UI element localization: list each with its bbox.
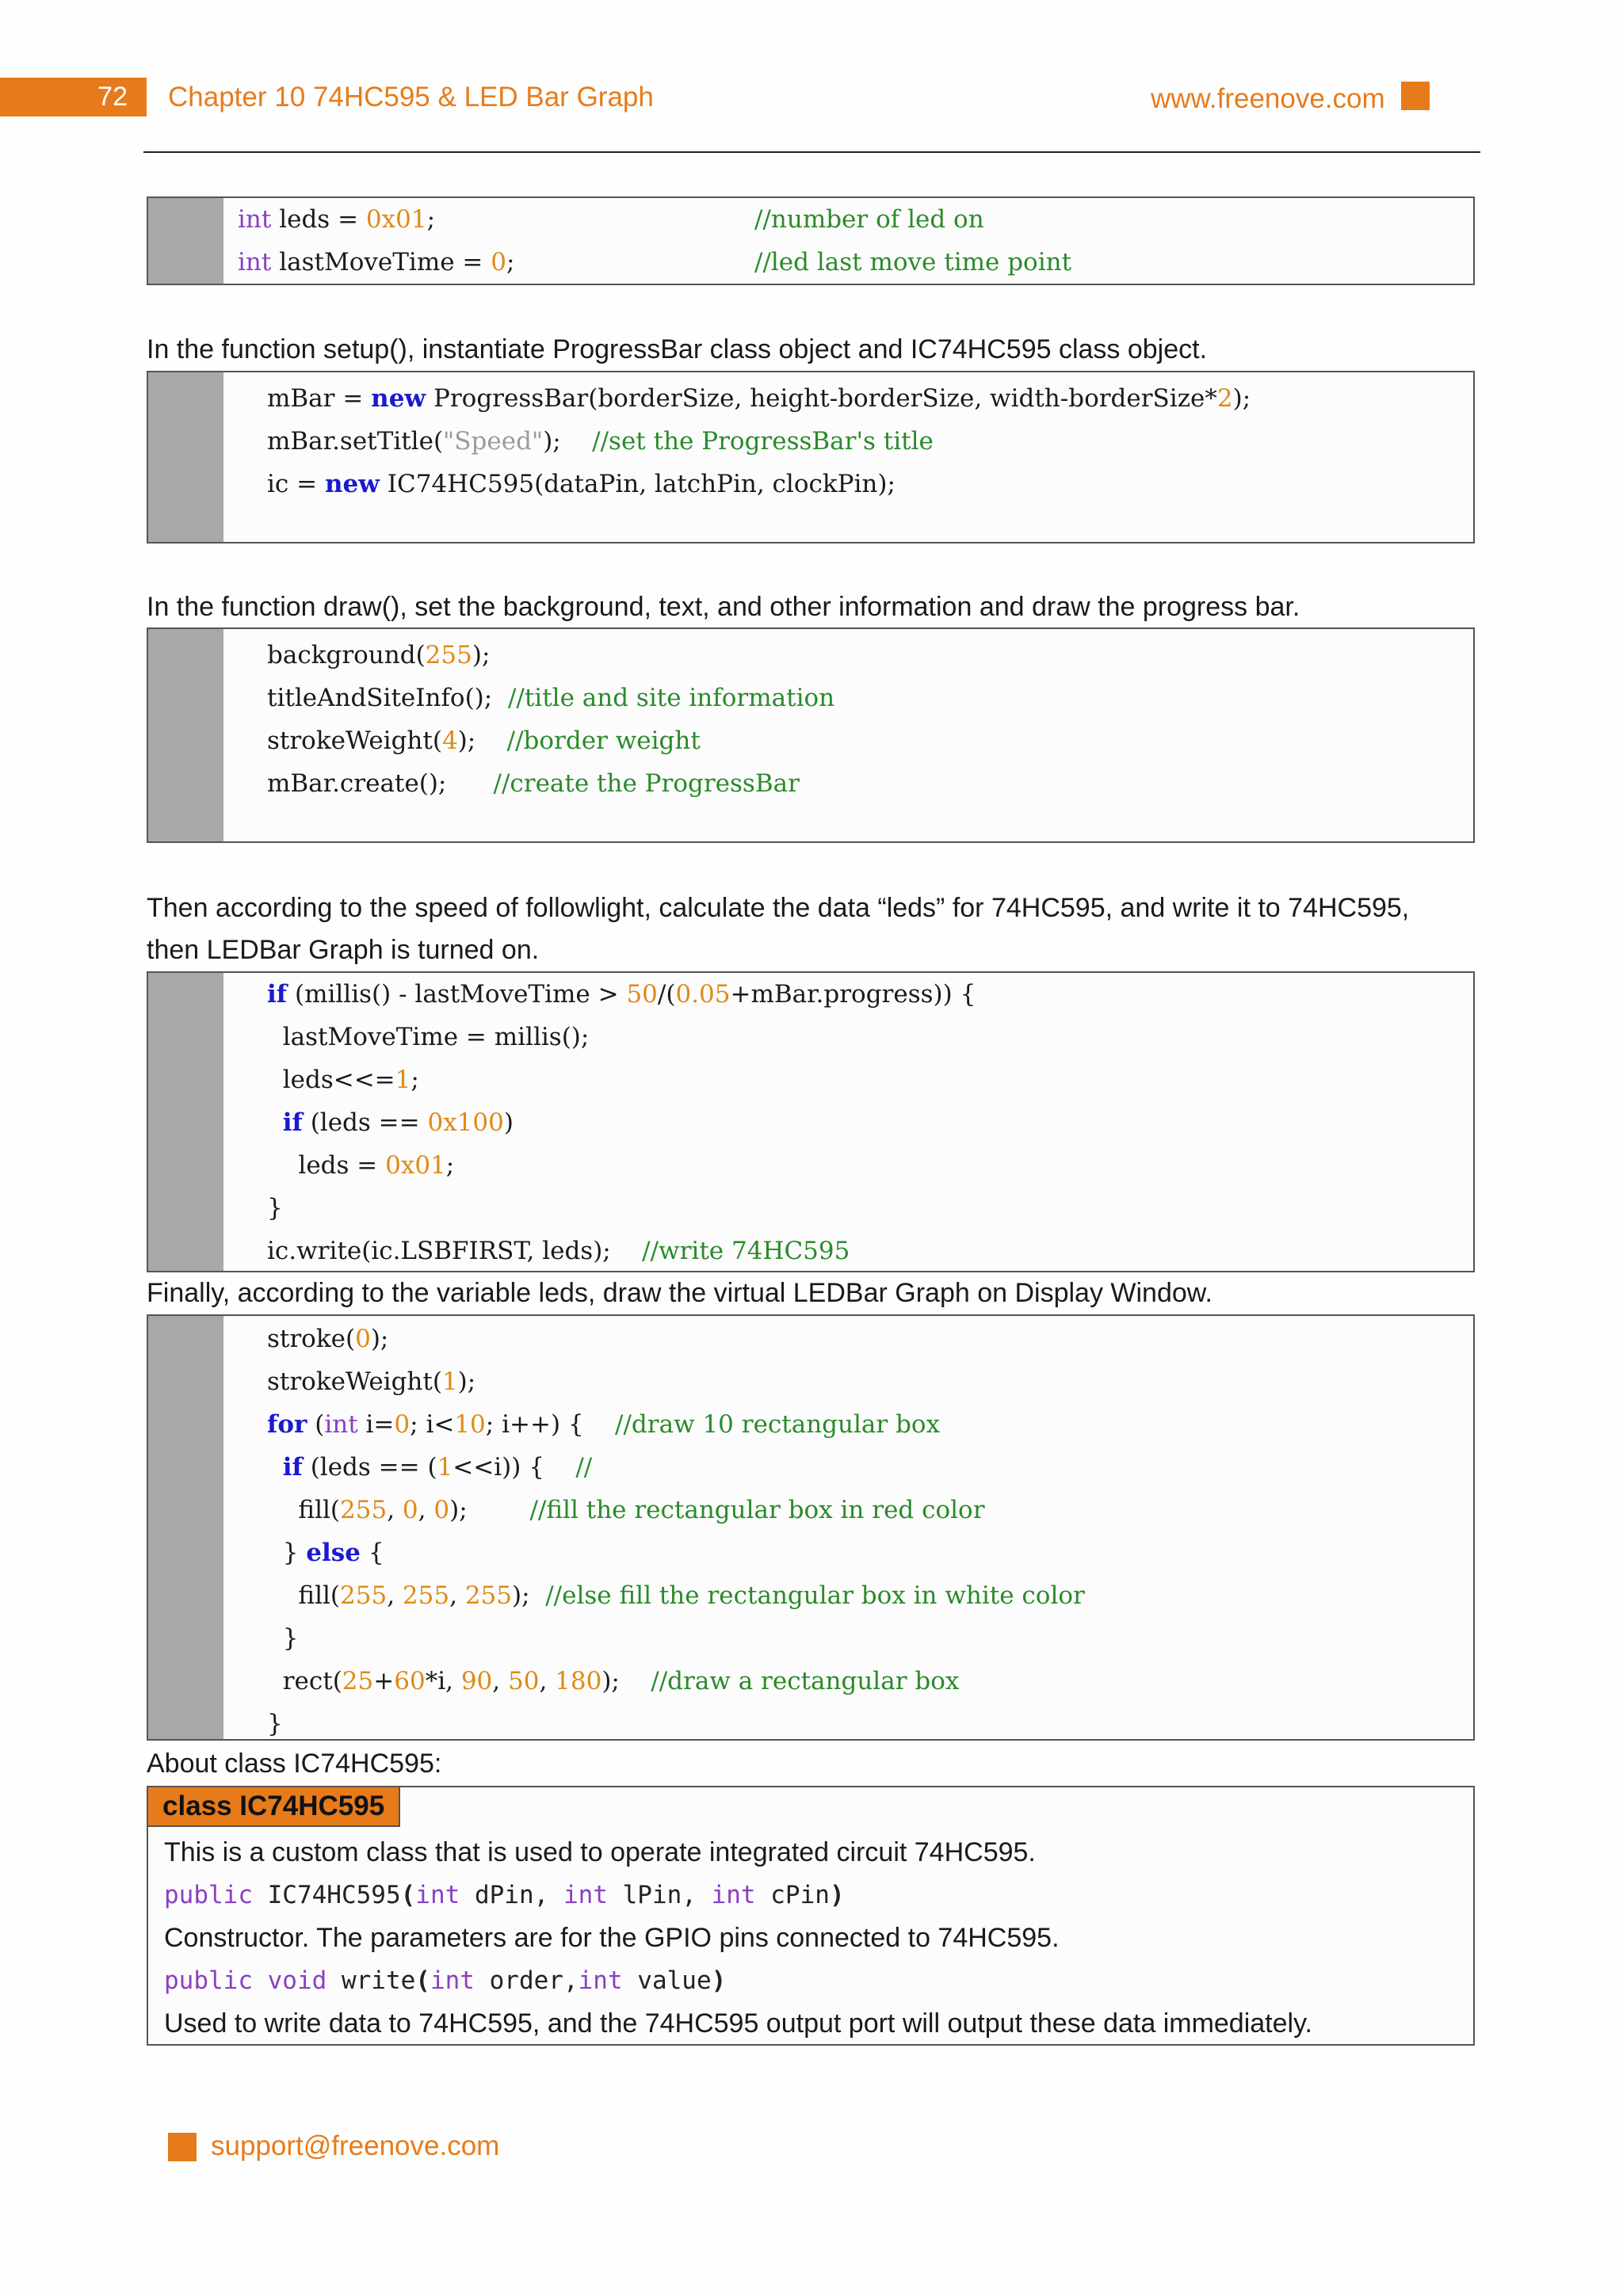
code-line: background(255); — [267, 641, 491, 669]
code-line: stroke(0); — [267, 1325, 389, 1353]
code-block-draw — [147, 627, 1475, 843]
class-title: class IC74HC595 — [148, 1787, 400, 1827]
code-gutter — [148, 973, 223, 1271]
code-gutter — [148, 629, 223, 841]
code-block-variables — [147, 196, 1475, 285]
code-line: titleAndSiteInfo(); //title and site information — [267, 684, 835, 712]
write-signature: public void write(int order,int value) — [164, 1966, 727, 1995]
support-email[interactable]: support@freenove.com — [211, 2130, 500, 2161]
class-reference-box — [147, 1786, 1475, 2046]
footer-square-icon — [168, 2133, 197, 2161]
header-square-icon — [1401, 82, 1430, 110]
code-line: if (millis() - lastMoveTime > 50/(0.05+mBar.progress)) { — [267, 980, 976, 1009]
code-line: } — [267, 1624, 299, 1653]
code-gutter — [148, 372, 223, 542]
constructor-description: Constructor. The parameters are for the GPIO pins connected to 74HC595. — [164, 1923, 1060, 1953]
site-url[interactable]: www.freenove.com — [1151, 83, 1385, 114]
code-block-setup — [147, 371, 1475, 543]
code-line: mBar.create(); //create the ProgressBar — [267, 769, 800, 798]
write-description: Used to write data to 74HC595, and the 74HC595 output port will output these data immediately. — [164, 2008, 1313, 2039]
code-line: if (leds == 0x100) — [282, 1108, 514, 1137]
code-line: } — [267, 1710, 283, 1738]
paragraph-setup: In the function setup(), instantiate ProgressBar class object and IC74HC595 class object. — [147, 334, 1208, 364]
code-line: ic.write(ic.LSBFIRST, leds); //write 74HC595 — [267, 1237, 850, 1265]
code-block-leds — [147, 971, 1475, 1272]
paragraph-followlight-2: then LEDBar Graph is turned on. — [147, 935, 540, 965]
header-divider — [143, 151, 1480, 153]
code-line: fill(255, 0, 0); //fill the rectangular box in red color — [267, 1496, 985, 1524]
paragraph-finally: Finally, according to the variable leds, draw the virtual LEDBar Graph on Display Window. — [147, 1278, 1212, 1308]
code-line: } else { — [267, 1539, 384, 1567]
code-gutter — [148, 198, 223, 284]
code-line: rect(25+60*i, 90, 50, 180); //draw a rectangular box — [267, 1667, 960, 1695]
code-line: } — [267, 1194, 283, 1222]
constructor-signature: public IC74HC595(int dPin, int lPin, int cPin) — [164, 1881, 845, 1909]
code-line: ic = new IC74HC595(dataPin, latchPin, clockPin); — [267, 470, 896, 498]
code-line: mBar.setTitle("Speed"); //set the ProgressBar's title — [267, 427, 934, 456]
code-line: lastMoveTime = millis(); — [267, 1023, 590, 1051]
code-line: fill(255, 255, 255); //else fill the rectangular box in white color — [267, 1581, 1085, 1610]
chapter-title: Chapter 10 74HC595 & LED Bar Graph — [168, 82, 654, 113]
class-description: This is a custom class that is used to operate integrated circuit 74HC595. — [164, 1837, 1036, 1867]
paragraph-draw: In the function draw(), set the background, text, and other information and draw the progress bar. — [147, 592, 1300, 622]
code-line: for (int i=0; i<10; i++) { //draw 10 rectangular box — [267, 1410, 941, 1439]
code-line: int lastMoveTime = 0; //led last move time point — [238, 248, 1072, 277]
page-number: 72 — [0, 78, 147, 116]
code-line: leds<<=1; — [267, 1066, 419, 1094]
code-line: leds = 0x01; — [267, 1151, 455, 1180]
code-line: if (leds == (1<<i)) { // — [282, 1453, 593, 1482]
paragraph-followlight-1: Then according to the speed of followlight, calculate the data “leds” for 74HC595, and write it to 74HC595, — [147, 893, 1410, 923]
code-line: strokeWeight(4); //border weight — [267, 727, 701, 755]
code-gutter — [148, 1316, 223, 1739]
code-line: mBar = new ProgressBar(borderSize, height-borderSize, width-borderSize*2); — [267, 384, 1251, 413]
code-block-rects — [147, 1314, 1475, 1741]
code-line: int leds = 0x01; //number of led on — [238, 205, 984, 234]
code-line: strokeWeight(1); — [267, 1367, 476, 1396]
paragraph-about-class: About class IC74HC595: — [147, 1749, 442, 1779]
